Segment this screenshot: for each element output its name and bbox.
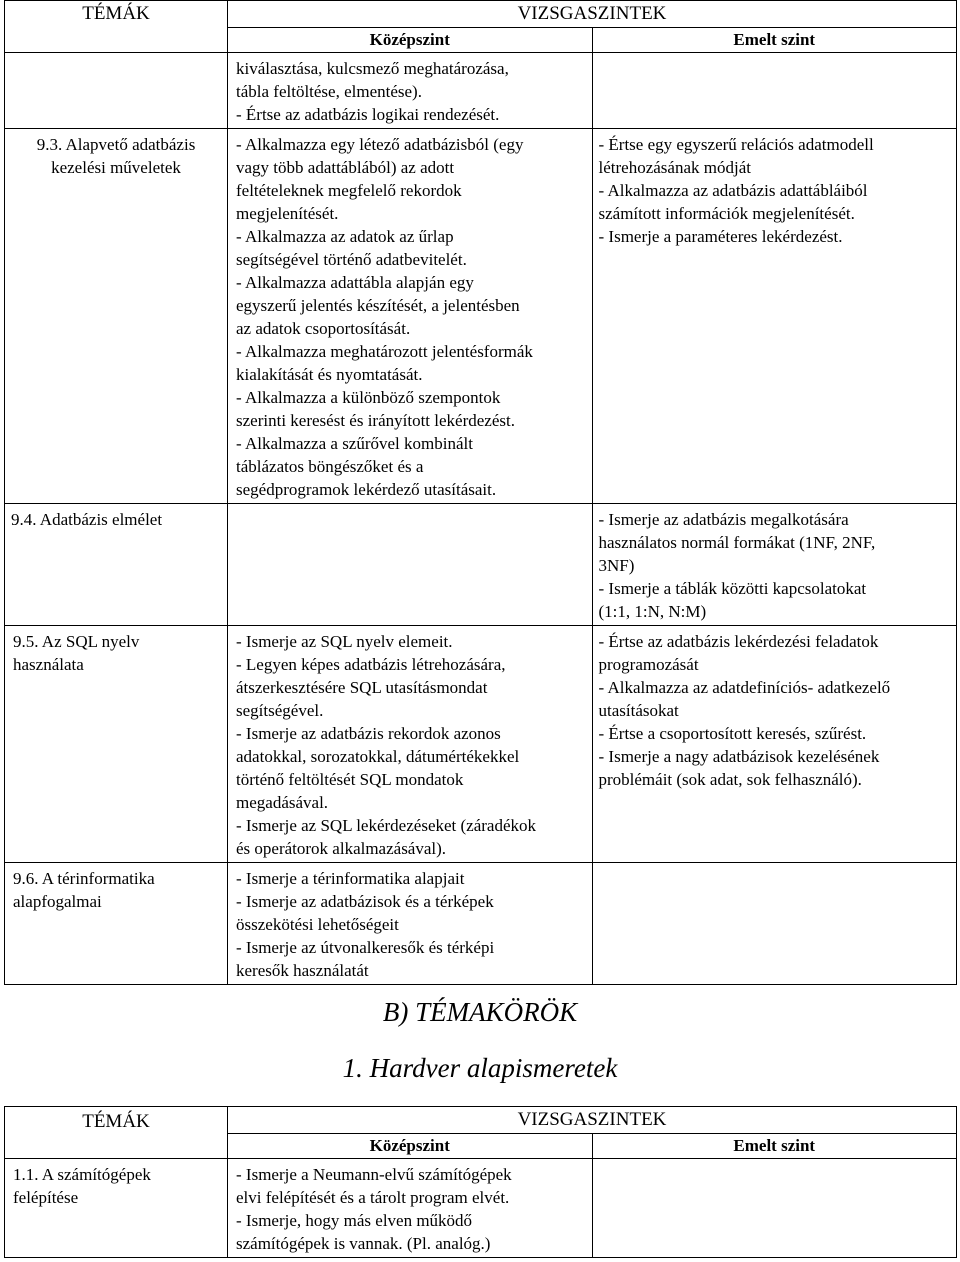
text-line: - Értse az adatbázis logikai rendezését. xyxy=(236,105,500,124)
header-topics: TÉMÁK xyxy=(5,1,228,53)
topic-cell xyxy=(5,863,228,985)
requirements-table-1 xyxy=(4,0,957,985)
text-line: és operátorok alkalmazásával). xyxy=(236,839,447,858)
middle-cell xyxy=(228,129,593,504)
text-line: - Alkalmazza a különböző szempontok xyxy=(236,388,501,407)
text-line: - Ismerje az SQL lekérdezéseket (záradékok xyxy=(236,816,537,835)
text-line: - Ismerje, hogy más elven működő xyxy=(236,1211,473,1230)
text-line: - Ismerje a Neumann-elvű számítógépek xyxy=(236,1165,512,1184)
text-line: - Ismerje az adatbázisok és a térképek xyxy=(236,892,494,911)
table-row-1-1 xyxy=(5,1159,957,1258)
advanced-cell xyxy=(592,863,957,985)
topic-line: 9.3. Alapvető adatbázis xyxy=(36,135,196,154)
text-line: - Alkalmazza meghatározott jelentésformák xyxy=(236,342,533,361)
middle-cell xyxy=(228,504,593,626)
text-line: segítségével. xyxy=(236,701,324,720)
topic-line: 1.1. A számítógépek xyxy=(13,1165,151,1184)
topic-cell xyxy=(5,626,228,863)
text-line: számítógépek is vannak. (Pl. analóg.) xyxy=(236,1234,491,1253)
topic-line: 9.5. Az SQL nyelv xyxy=(13,632,140,651)
text-line: egyszerű jelentés készítését, a jelentésben xyxy=(236,296,520,315)
text-line: - Ismerje az SQL nyelv elemeit. xyxy=(236,632,453,651)
table-row-9-4 xyxy=(5,504,957,626)
text-line: keresők használatát xyxy=(236,961,369,980)
text-line: - Ismerje az adatbázis megalkotására xyxy=(598,510,849,529)
middle-cell xyxy=(228,53,593,129)
requirements-table-2 xyxy=(4,1106,957,1258)
topic-line: kezelési műveletek xyxy=(51,158,181,177)
text-line: utasításokat xyxy=(598,701,679,720)
text-line: - Legyen képes adatbázis létrehozására, xyxy=(236,655,506,674)
text-line: feltételeknek megfelelő rekordok xyxy=(236,181,462,200)
advanced-cell xyxy=(592,53,957,129)
middle-cell xyxy=(228,626,593,863)
middle-cell xyxy=(228,1159,593,1258)
header-exam-levels: VIZSGASZINTEK xyxy=(228,1107,957,1134)
table-row-continuation xyxy=(5,53,957,129)
topic-cell xyxy=(5,53,228,129)
text-line: (1:1, 1:N, N:M) xyxy=(598,602,707,621)
advanced-cell xyxy=(592,129,957,504)
text-line: - Értse az adatbázis lekérdezési feladatok xyxy=(598,632,879,651)
text-line: számított információk megjelenítését. xyxy=(598,204,855,223)
text-line: adatokkal, sorozatokkal, dátumértékekkel xyxy=(236,747,520,766)
text-line: kiválasztása, kulcsmező meghatározása, xyxy=(236,59,509,78)
text-line: - Ismerje a térinformatika alapjait xyxy=(236,869,465,888)
text-line: - Alkalmazza az adatok az űrlap xyxy=(236,227,454,246)
section-title: B) TÉMAKÖRÖK xyxy=(382,997,578,1027)
text-line: tábla feltöltése, elmentése). xyxy=(236,82,422,101)
text-line: elvi felépítését és a tárolt program elvét. xyxy=(236,1188,510,1207)
topic-line: felépítése xyxy=(13,1188,79,1207)
chapter-title: 1. Hardver alapismeretek xyxy=(342,1053,618,1083)
topic-line: 9.6. A térinformatika xyxy=(13,869,155,888)
text-line: kialakítását és nyomtatását. xyxy=(236,365,423,384)
header-topics: TÉMÁK xyxy=(5,1107,228,1159)
header-middle-level: Középszint xyxy=(228,1134,593,1159)
text-line: szerinti keresést és irányított lekérdezést. xyxy=(236,411,515,430)
table-row-9-5 xyxy=(5,626,957,863)
text-line: összekötési lehetőségeit xyxy=(236,915,399,934)
text-line: táblázatos böngészőket és a xyxy=(236,457,424,476)
text-line: programozását xyxy=(598,655,699,674)
header-advanced-level: Emelt szint xyxy=(592,28,957,53)
text-line: megadásával. xyxy=(236,793,329,812)
text-line: - Ismerje az útvonalkeresők és térképi xyxy=(236,938,495,957)
text-line: az adatok csoportosítását. xyxy=(236,319,411,338)
text-line: használatos normál formákat (1NF, 2NF, xyxy=(598,533,876,552)
topic-cell xyxy=(5,1159,228,1258)
topic-line: alapfogalmai xyxy=(13,892,102,911)
header-advanced-level: Emelt szint xyxy=(592,1134,957,1159)
text-line: problémáit (sok adat, sok felhasználó). xyxy=(598,770,862,789)
topic-cell xyxy=(5,129,228,504)
text-line: - Ismerje az adatbázis rekordok azonos xyxy=(236,724,501,743)
text-line: - Ismerje a nagy adatbázisok kezelésének xyxy=(598,747,880,766)
text-line: megjelenítését. xyxy=(236,204,339,223)
text-line: - Alkalmazza a szűrővel kombinált xyxy=(236,434,473,453)
text-line: - Alkalmazza egy létező adatbázisból (egy xyxy=(236,135,524,154)
topic-line: használata xyxy=(13,655,84,674)
text-line: - Értse egy egyszerű relációs adatmodell xyxy=(598,135,874,154)
text-line: - Ismerje a táblák közötti kapcsolatokat xyxy=(598,579,867,598)
text-line: - Ismerje a paraméteres lekérdezést. xyxy=(598,227,843,246)
middle-cell xyxy=(228,863,593,985)
text-line: segítségével történő adatbevitelét. xyxy=(236,250,467,269)
advanced-cell xyxy=(592,504,957,626)
text-line: - Alkalmazza az adatdefiníciós- adatkezelő xyxy=(598,678,891,697)
table-row-9-3 xyxy=(5,129,957,504)
text-line: vagy több adattáblából) az adott xyxy=(236,158,455,177)
text-line: - Alkalmazza adattábla alapján egy xyxy=(236,273,474,292)
table-row-9-6 xyxy=(5,863,957,985)
text-line: létrehozásának módját xyxy=(598,158,751,177)
text-line: 3NF) xyxy=(598,556,635,575)
advanced-cell xyxy=(592,1159,957,1258)
text-line: - Értse a csoportosított keresés, szűrést. xyxy=(598,724,867,743)
topic-cell xyxy=(5,504,228,626)
header-middle-level: Középszint xyxy=(228,28,593,53)
advanced-cell xyxy=(592,626,957,863)
text-line: átszerkesztésére SQL utasításmondat xyxy=(236,678,488,697)
text-line: - Alkalmazza az adatbázis adattábláiból xyxy=(598,181,868,200)
topic-line: 9.4. Adatbázis elmélet xyxy=(11,510,163,529)
text-line: segédprogramok lekérdező utasításait. xyxy=(236,480,497,499)
header-exam-levels: VIZSGASZINTEK xyxy=(228,1,957,28)
text-line: történő feltöltését SQL mondatok xyxy=(236,770,464,789)
